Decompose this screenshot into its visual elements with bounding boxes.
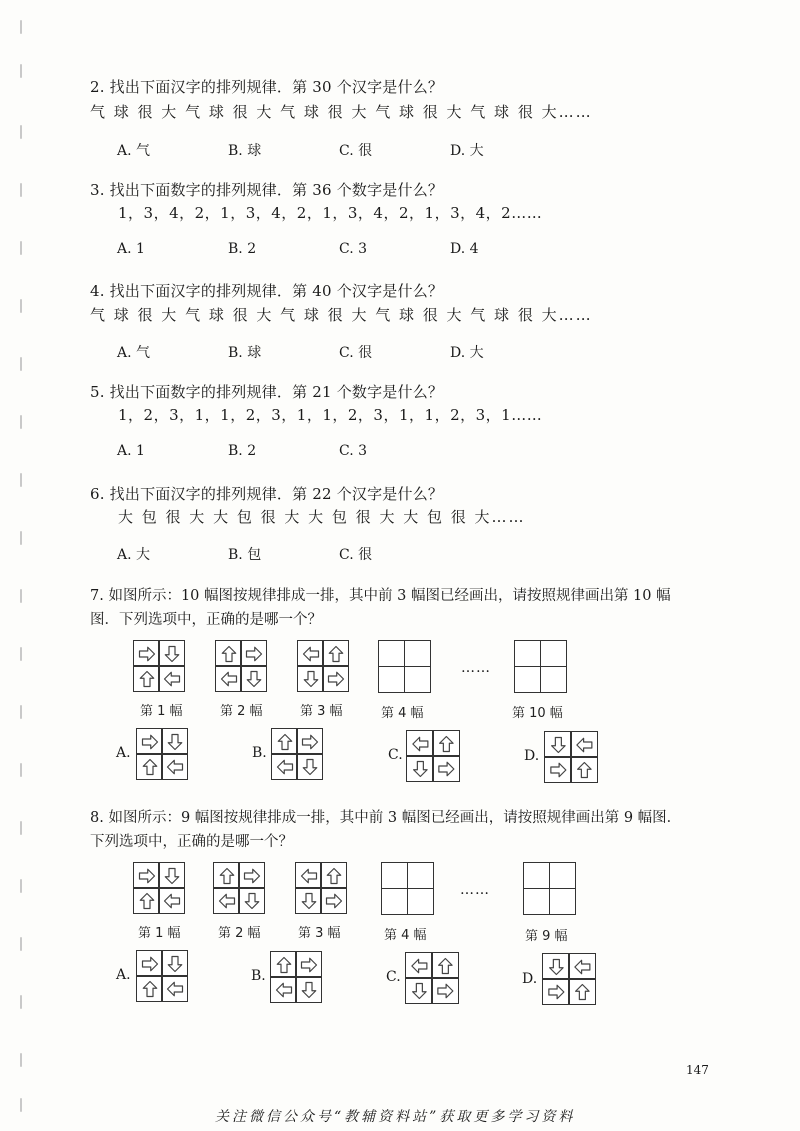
down-arrow-icon — [162, 951, 187, 976]
question-4-option-b: B. 球 — [228, 345, 262, 361]
q7-option-a-label: A. — [116, 745, 131, 761]
q8-option-d-figure — [542, 953, 596, 1005]
down-arrow-icon — [239, 888, 264, 913]
question-2-option-d: D. 大 — [450, 143, 484, 159]
left-arrow-icon — [162, 754, 187, 779]
right-arrow-icon — [432, 978, 458, 1003]
right-arrow-icon — [323, 666, 348, 691]
question-3-title: 3. 找出下面数字的排列规律．第 36 个数字是什么？ — [90, 181, 444, 199]
q7-sequence-figure-10 — [514, 640, 567, 693]
up-arrow-icon — [137, 754, 162, 779]
question-6-option-c: C. 很 — [339, 547, 373, 563]
question-6-sequence: 大 包 很 大 大 包 很 大 大 包 很 大 大 包 很 大…… — [118, 508, 526, 526]
q7-caption-3: 第 3 幅 — [300, 704, 343, 719]
q8-option-b-label: B. — [251, 968, 266, 984]
right-arrow-icon — [297, 729, 322, 754]
left-arrow-icon — [159, 888, 184, 913]
up-arrow-icon — [272, 729, 297, 754]
left-arrow-icon — [214, 888, 239, 913]
margin-mark — [20, 183, 22, 197]
right-arrow-icon — [239, 863, 264, 888]
question-2-option-b: B. 球 — [228, 143, 262, 159]
question-4-sequence: 气 球 很 大 气 球 很 大 气 球 很 大 气 球 很 大 气 球 很 大…… — [90, 306, 593, 324]
q8-option-b-figure — [270, 951, 322, 1003]
question-5-option-b: B. 2 — [228, 443, 257, 459]
q7-option-c-label: C. — [388, 747, 403, 763]
question-6-option-a: A. 大 — [117, 547, 151, 563]
q8-sequence-figure-9 — [523, 862, 576, 915]
up-arrow-icon — [271, 952, 296, 977]
question-2-option-a: A. 气 — [117, 143, 151, 159]
q7-caption-1: 第 1 幅 — [140, 704, 183, 719]
margin-mark — [20, 589, 22, 603]
down-arrow-icon — [162, 729, 187, 754]
q7-ellipsis: …… — [461, 660, 491, 676]
left-arrow-icon — [216, 666, 241, 691]
up-arrow-icon — [571, 757, 597, 782]
question-5-sequence: 1，2，3，1，1，2，3，1，1，2，3，1，1，2，3，1…… — [118, 406, 543, 424]
margin-mark — [20, 647, 22, 661]
q8-option-c-label: C. — [386, 969, 401, 985]
margin-mark — [20, 473, 22, 487]
margin-mark — [20, 299, 22, 313]
right-arrow-icon — [296, 952, 321, 977]
q8-sequence-figure-4 — [381, 862, 434, 915]
up-arrow-icon — [432, 953, 458, 978]
q8-caption-1: 第 1 幅 — [138, 926, 181, 941]
up-arrow-icon — [216, 641, 241, 666]
up-arrow-icon — [323, 641, 348, 666]
q8-caption-2: 第 2 幅 — [218, 926, 261, 941]
q7-sequence-figure-4 — [378, 640, 431, 693]
down-arrow-icon — [241, 666, 266, 691]
footer-watermark: 关注微信公众号“教辅资料站”获取更多学习资料 — [215, 1109, 576, 1125]
q7-option-d-figure — [544, 731, 598, 783]
margin-mark — [20, 1053, 22, 1067]
q7-caption-4: 第 4 幅 — [381, 706, 424, 721]
question-2-title: 2. 找出下面汉字的排列规律．第 30 个汉字是什么？ — [90, 78, 444, 96]
left-arrow-icon — [159, 666, 184, 691]
margin-mark — [20, 763, 22, 777]
q8-option-c-figure — [405, 952, 459, 1004]
q7-caption-10: 第 10 幅 — [512, 706, 563, 721]
q8-option-a-figure — [136, 950, 188, 1002]
margin-mark — [20, 357, 22, 371]
left-arrow-icon — [571, 732, 597, 757]
q7-sequence-figure-2 — [215, 640, 267, 692]
right-arrow-icon — [137, 729, 162, 754]
down-arrow-icon — [543, 954, 569, 979]
question-3-option-c: C. 3 — [339, 241, 368, 257]
down-arrow-icon — [296, 977, 321, 1002]
margin-mark — [20, 20, 22, 34]
left-arrow-icon — [407, 731, 433, 756]
q8-caption-9: 第 9 幅 — [525, 929, 568, 944]
question-3-option-b: B. 2 — [228, 241, 257, 257]
right-arrow-icon — [433, 756, 459, 781]
question-6-option-b: B. 包 — [228, 547, 262, 563]
down-arrow-icon — [298, 666, 323, 691]
left-arrow-icon — [298, 641, 323, 666]
margin-mark — [20, 937, 22, 951]
down-arrow-icon — [406, 978, 432, 1003]
q8-option-d-label: D. — [522, 971, 538, 987]
question-4-option-d: D. 大 — [450, 345, 484, 361]
q8-ellipsis: …… — [460, 882, 490, 898]
left-arrow-icon — [272, 754, 297, 779]
question-4-option-c: C. 很 — [339, 345, 373, 361]
q7-option-a-figure — [136, 728, 188, 780]
question-6-title: 6. 找出下面汉字的排列规律．第 22 个汉字是什么？ — [90, 485, 444, 503]
q8-sequence-figure-2 — [213, 862, 265, 914]
q8-caption-3: 第 3 幅 — [298, 926, 341, 941]
left-arrow-icon — [162, 976, 187, 1001]
margin-mark — [20, 64, 22, 78]
q7-sequence-figure-1 — [133, 640, 185, 692]
q8-sequence-figure-3 — [295, 862, 347, 914]
up-arrow-icon — [134, 666, 159, 691]
q8-caption-4: 第 4 幅 — [384, 928, 427, 943]
margin-mark — [20, 125, 22, 139]
page-number: 147 — [686, 1063, 709, 1077]
right-arrow-icon — [543, 979, 569, 1004]
right-arrow-icon — [321, 888, 346, 913]
down-arrow-icon — [159, 641, 184, 666]
right-arrow-icon — [545, 757, 571, 782]
up-arrow-icon — [134, 888, 159, 913]
question-3-option-d: D. 4 — [450, 241, 479, 257]
left-arrow-icon — [271, 977, 296, 1002]
q7-option-d-label: D. — [524, 748, 540, 764]
up-arrow-icon — [137, 976, 162, 1001]
question-3-option-a: A. 1 — [117, 241, 145, 257]
right-arrow-icon — [137, 951, 162, 976]
question-8-text: 8. 如图所示：9 幅图按规律排成一排，其中前 3 幅图已经画出，请按照规律画出第 9 幅图．下列选项中，正确的是哪一个？ — [90, 810, 682, 850]
question-2-sequence: 气 球 很 大 气 球 很 大 气 球 很 大 气 球 很 大 气 球 很 大…… — [90, 103, 593, 121]
left-arrow-icon — [406, 953, 432, 978]
right-arrow-icon — [134, 641, 159, 666]
q7-sequence-figure-3 — [297, 640, 349, 692]
margin-mark — [20, 1098, 22, 1112]
up-arrow-icon — [214, 863, 239, 888]
question-5-title: 5. 找出下面数字的排列规律．第 21 个数字是什么？ — [90, 383, 444, 401]
q7-option-c-figure — [406, 730, 460, 782]
down-arrow-icon — [407, 756, 433, 781]
margin-mark — [20, 995, 22, 1009]
margin-mark — [20, 531, 22, 545]
question-4-option-a: A. 气 — [117, 345, 151, 361]
left-arrow-icon — [569, 954, 595, 979]
right-arrow-icon — [241, 641, 266, 666]
up-arrow-icon — [433, 731, 459, 756]
question-2-option-c: C. 很 — [339, 143, 373, 159]
up-arrow-icon — [321, 863, 346, 888]
q7-option-b-figure — [271, 728, 323, 780]
q7-caption-2: 第 2 幅 — [220, 704, 263, 719]
margin-mark — [20, 879, 22, 893]
margin-mark — [20, 705, 22, 719]
left-arrow-icon — [296, 863, 321, 888]
down-arrow-icon — [545, 732, 571, 757]
margin-mark — [20, 241, 22, 255]
q8-sequence-figure-1 — [133, 862, 185, 914]
question-5-option-a: A. 1 — [117, 443, 145, 459]
margin-mark — [20, 415, 22, 429]
q7-option-b-label: B. — [252, 745, 267, 761]
right-arrow-icon — [134, 863, 159, 888]
question-5-option-c: C. 3 — [339, 443, 368, 459]
q8-option-a-label: A. — [116, 967, 131, 983]
down-arrow-icon — [296, 888, 321, 913]
question-7-text: 7. 如图所示：10 幅图按规律排成一排，其中前 3 幅图已经画出，请按照规律画出第 10 幅图．下列选项中，正确的是哪一个？ — [90, 588, 671, 628]
question-3-sequence: 1，3，4，2，1，3，4，2，1，3，4，2，1，3，4，2…… — [118, 204, 543, 222]
margin-mark — [20, 821, 22, 835]
question-4-title: 4. 找出下面汉字的排列规律．第 40 个汉字是什么？ — [90, 282, 444, 300]
down-arrow-icon — [159, 863, 184, 888]
up-arrow-icon — [569, 979, 595, 1004]
down-arrow-icon — [297, 754, 322, 779]
